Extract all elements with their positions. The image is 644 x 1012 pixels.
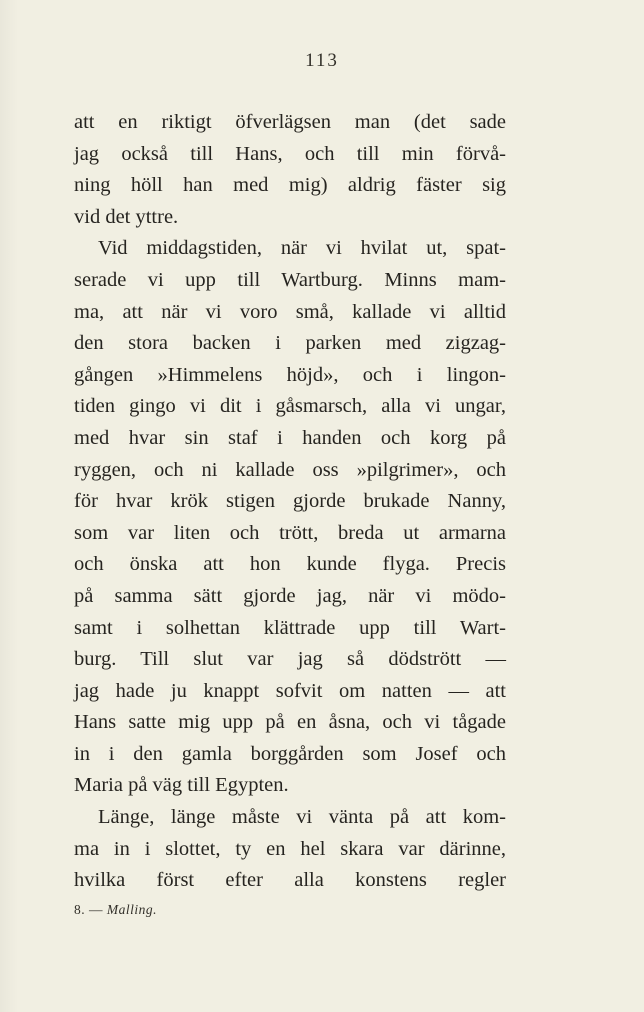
text-line: Vid middagstiden, när vi hvilat ut, spat- (98, 237, 506, 260)
text-line: serade vi upp till Wartburg. Minns mam- (74, 268, 506, 291)
printer-signature (74, 902, 157, 918)
text-line: jag också till Hans, och till min förvå- (74, 142, 506, 165)
text-line: in i den gamla borggården som Josef och (74, 742, 506, 765)
text-line: på samma sätt gjorde jag, när vi mödo- (74, 584, 506, 607)
text-line: ryggen, och ni kallade oss »pilgrimer», och (74, 458, 506, 481)
text-line: ning höll han med mig) aldrig fäster sig (74, 174, 506, 197)
text-line: som var liten och trött, breda ut armarna (74, 521, 506, 544)
text-line: och önska att hon kunde flyga. Precis (74, 553, 506, 576)
text-line: tiden gingo vi dit i gåsmarsch, alla vi ungar, (74, 395, 506, 418)
signature-dash: — (89, 902, 103, 917)
text-line: vid det yttre. (74, 205, 179, 228)
text-line: Länge, länge måste vi vänta på att kom- (98, 806, 506, 829)
text-line: för hvar krök stigen gjorde brukade Nanny, (74, 490, 506, 513)
page-number: 113 (305, 50, 339, 71)
text-line: ma, att när vi voro små, kallade vi alltid (74, 300, 506, 323)
text-line: burg. Till slut var jag så dödstrött — (74, 648, 506, 671)
body-text (74, 107, 506, 897)
text-line: Maria på väg till Egypten. (74, 774, 289, 797)
text-line: samt i solhettan klättrade upp till Wart- (74, 616, 506, 639)
text-line: gången »Himmelens höjd», och i lingon- (74, 363, 506, 386)
signature-author-name: Malling. (106, 902, 157, 917)
text-line: jag hade ju knappt sofvit om natten — att (74, 679, 506, 702)
text-line: att en riktigt öfverlägsen man (det sade (74, 111, 506, 133)
signature-sheet-number: 8. (74, 902, 86, 917)
text-line: Hans satte mig upp på en åsna, och vi tågade (74, 711, 506, 734)
text-line: ma in i slottet, ty en hel skara var därinne, (74, 837, 506, 860)
text-line: den stora backen i parken med zigzag- (74, 332, 506, 355)
text-line: hvilka först efter alla konstens regler (74, 869, 506, 892)
text-line: med hvar sin staf i handen och korg på (74, 426, 506, 449)
